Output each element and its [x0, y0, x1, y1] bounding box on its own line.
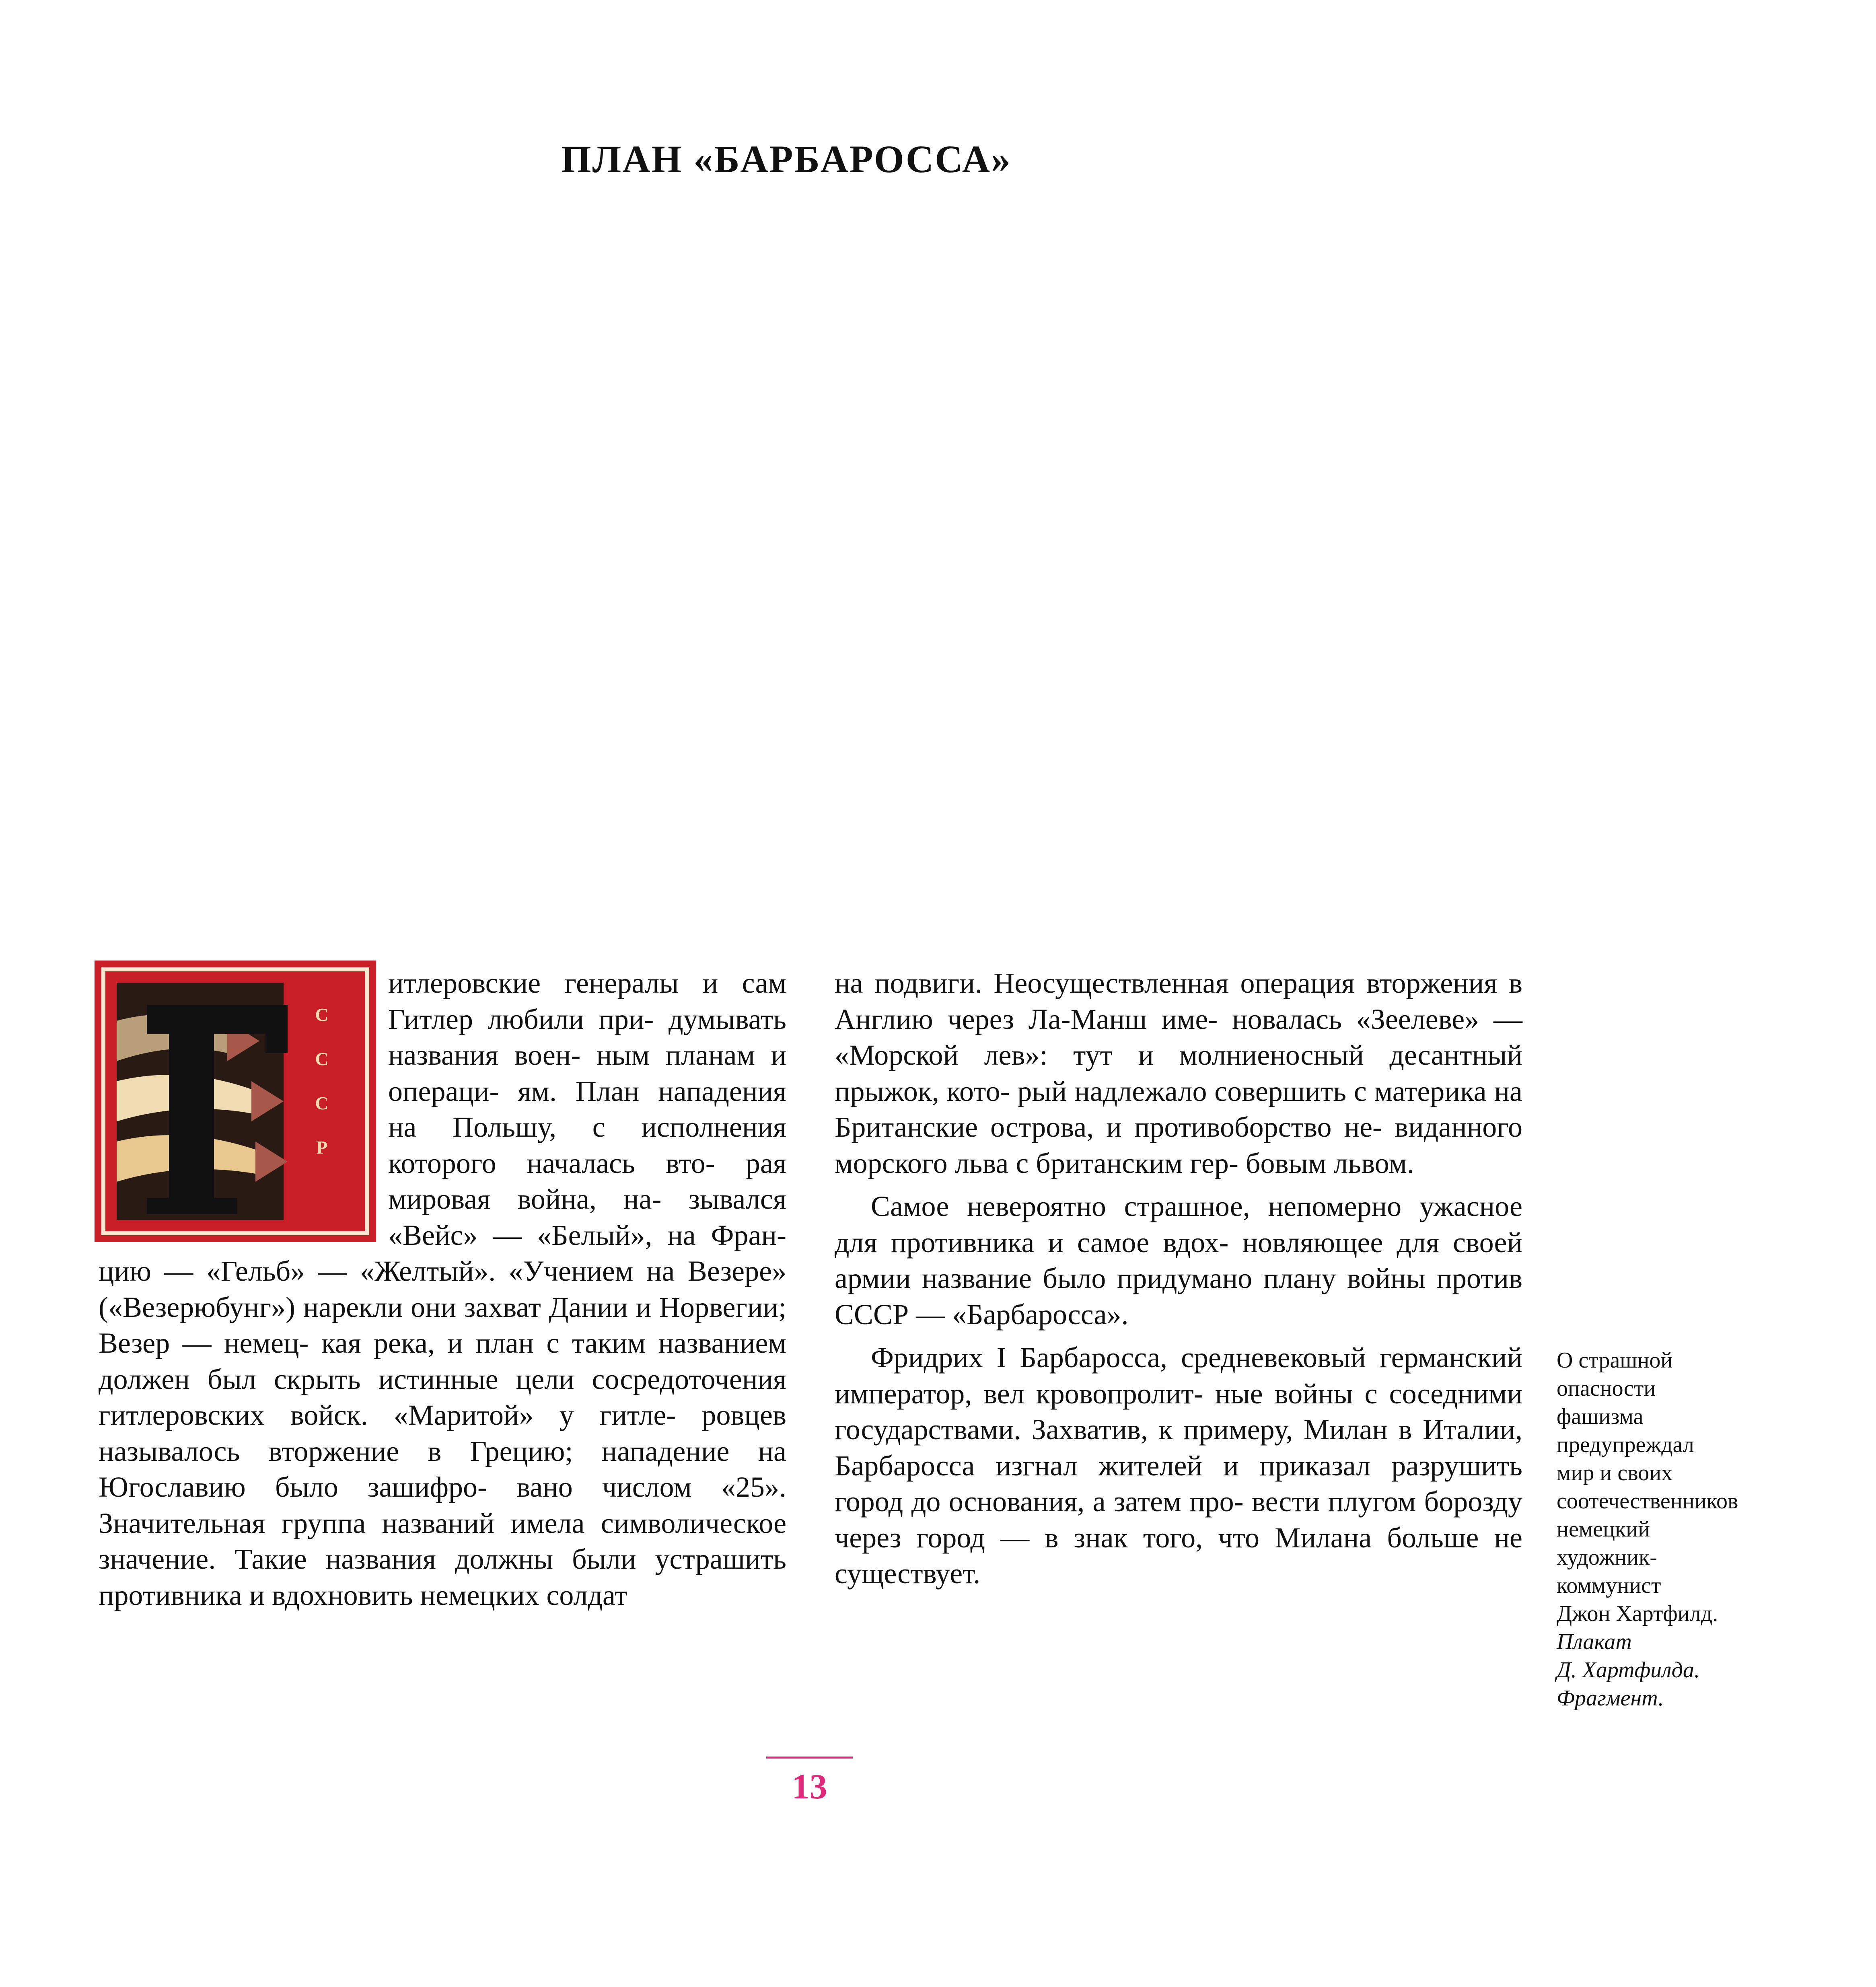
emblem-letter-4: Р	[316, 1137, 328, 1158]
text-column-2	[835, 965, 1522, 1592]
page-number: 13	[792, 1767, 827, 1806]
image-caption: О страшной опасности фашизма предупреждал мир и своих соотечественников немецкий художник- коммунист Джон Хартфилд. Плакат Д. Хартфилда. Фрагмент.	[1557, 1346, 1846, 1712]
emblem-letter-2: С	[315, 1049, 329, 1069]
drop-cap-illustration	[95, 961, 376, 1242]
emblem-letter-3: С	[315, 1093, 329, 1113]
column2-paragraph-2: Самое невероятно страшное, непомерно ужасное для противника и самое вдох- новляющее для своей армии название было придумано плану войны против СССР — «Барбаросса».	[835, 1190, 1523, 1331]
column2-paragraph-3: Фридрих I Барбаросса, средневековый германский император, вел кровопролит- ные войны с соседними государствами. Захватив, к примеру, Милан в Италии, Барбаросса изгнал жителей и приказал разрушить город до основания, а затем про- вести плугом борозду через город — в знак того, что Милана больше не существует.	[835, 1341, 1523, 1590]
column2-paragraph-1: на подвиги. Неосуществленная операция вторжения в Англию через Ла-Манш име- новалась «Зеелеве» — «Морской лев»: тут и молниеносный десантный прыжок, кото- рый надлежало совершить с материка на Британские острова, и противоборство не- виданного морского льва с британским гер- бовым львом.	[835, 967, 1523, 1179]
page-title: ПЛАН «БАРБАРОССА»	[561, 138, 1012, 181]
text-column-1	[99, 965, 786, 1613]
column1-text: итлеровские генералы и сам Гитлер любили при- думывать названия воен- ным планам и операци- ям. План нападения на Польшу, с исполнения которого началась вто- рая мировая война, на- зывался «Вейс» — «Белый», на Фран- цию — «Гельб» — «Желтый». «Учением на Везере» («Везерюбунг») нарекли они захват Дании и Норвегии; Везер — немец- кая река, и план с таким названием должен был скрыть истинные цели сосредоточения гитлеровских войск. «Маритой» у гитле- ровцев называлось вторжение в Грецию; нападение на Югославию было зашифро- вано числом «25». Значительная группа названий имела символическое значение. Такие названия должны были устрашить противника и вдохновить немецких солдат	[99, 967, 787, 1611]
caption-credit: Плакат	[1557, 1629, 1632, 1654]
emblem-letter-1: С	[315, 1004, 329, 1025]
page-number-rule	[766, 1757, 853, 1759]
